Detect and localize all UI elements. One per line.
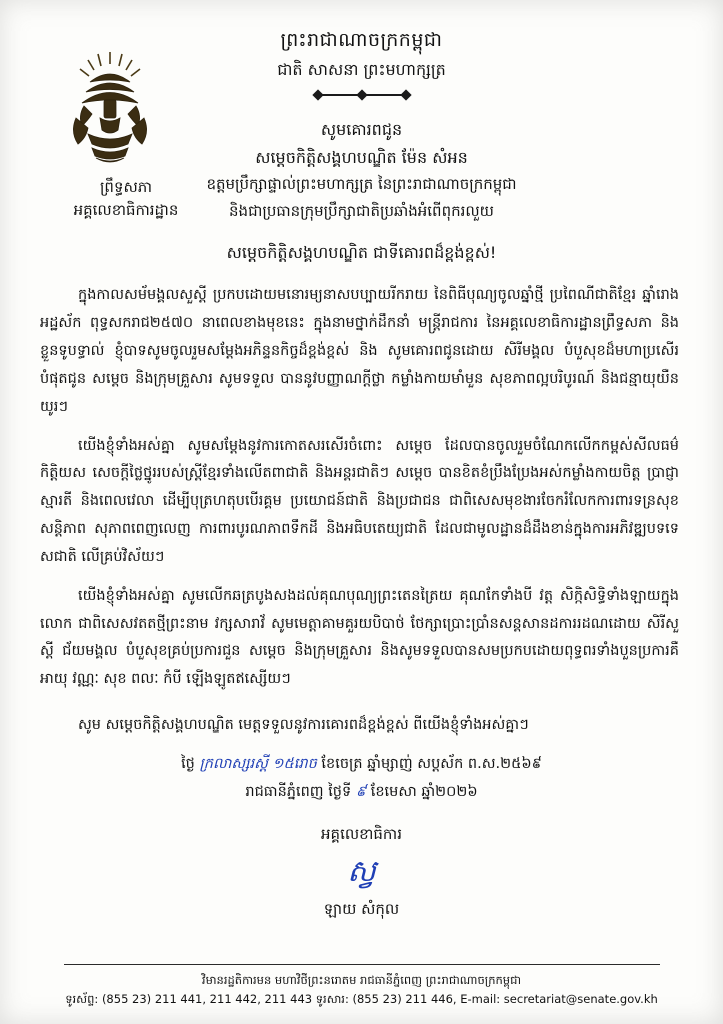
footer-address: វិមានរដ្ឋតិការមន មហាវិថីព្រះនរោតម រាជធានីភ្នំពេញ ព្រះរាជាណាចក្រកម្ពុជា [201,972,522,987]
signatory-name: ឡាយ សំកុល [323,900,400,919]
signatory-role: អគ្គលេខាធិការ [321,825,402,844]
national-motto: ជាតិ សាសនា ព្រះមហាក្សត្រ [277,59,446,79]
place-prefix: រាជធានីភ្នំពេញ ថ្ងៃទី [245,783,352,800]
date-line [0,750,723,778]
date-prefix: ថ្ងៃ [181,755,195,772]
place-date-line [0,778,723,806]
issuer-block [36,176,216,223]
addressee-name: សម្តេចកិត្តិសង្គហបណ្ឌិត ម៉ែន សំអន [255,148,468,168]
date-handwritten: ក្រលាស្សរស្តី ១៥រោច [199,755,317,772]
signature-mark: ស្វ [347,854,376,890]
place-suffix: ខែមេសា ឆ្នាំ២០២៦ [370,783,478,800]
footer-contact: ទូរស័ព្ទ: (855 23) 211 441, 211 442, 211 443 ទូរសារ: (855 23) 211 446, E-mail: secretariat@senate.gov.kh [65,992,658,1007]
addressee-role-1: ឧត្តមប្រឹក្សាផ្ទាល់ព្រះមហាក្សត្រ នៃព្រះរាជាណាចក្រកម្ពុជា [206,175,517,194]
paragraph-2: យើងខ្ញុំទាំងអស់គ្នា សូមសម្តែងនូវការកោតសរសើរចំពោះ សម្តេច ដែលបានចូលរួមចំណែកលើកកម្ពស់សីលធម៌ កិត្តិយស សេចក្តីថ្លៃថ្នូររបស់ស្ត្រីខ្មែរទាំងលើតពាជាតិ និងអន្តរជាតិៗ សម្តេច បានខិតខំប្រឹងប្រែងអស់កម្លាំងកាយចិត្ត ប្រាជ្ញាស្មារតី និងពេលវេលា ដើម្បីបុត្រហតុបបើរគ្គម ប្រយោជន៍ជាតិ និងប្រជាជន ជាពិសេសមុខងារចែករំលែកការពារទន្រសុខសន្តិភាព សុភាពពេញលេញ ការពារបូរណភាពទឹកដី និងអធិបតេយ្យជាតិ ដែលជាមូលដ្ឋានដ៏ដឹងខាន់ក្នុងការអភិវឌ្ឍបទទេសជាតិ លើគ្រប់វិស័យៗ [40,437,679,565]
footer-divider [64,964,660,965]
issuer-institution: ព្រឹទ្ធសភា [99,178,153,196]
paragraph-1: ក្នុងកាលសម័មង្គលសួស្តី ប្រកបដោយមនោរម្យនាសបប្បាយរីករាយ នៃពិធីបុណ្យចូលឆ្នាំថ្មី ប្រពៃណីជាតិខ្មែរ ឆ្នាំរោង អដ្ឋស័ក ពុទ្ធសករាជ២៥៧០ នាពេលខាងមុខនេះ ក្នុងនាមថ្នាក់ដឹកនាំ មន្ត្រីរាជការ នៃអគ្គលេខាធិការដ្ឋានព្រឹទ្ធសភា និងខ្លួនទូបទ្ធាល់ ខ្ញុំបាទសូមចូលរួមសម្តែងអភិន្ទនកិច្ចដ៏ខ្ពង់ខ្ពស់ និង សូមគោរពជូនដោយ សិរីមង្គល បំបួសុខដ៏មហាប្រសើរបំផុតជូន សម្តេច និងក្រុមគ្រួសារ សូមទទួល បាននូវបញ្ញាណក្ដីថ្លា កម្លាំងកាយមាំមួន សុខភាពល្អបរិបូរណ៍ និងជន្មាយុយឺនយូរៗ [40,287,679,415]
document-footer [0,964,723,1010]
signature-zone [0,750,723,925]
kingdom-title: ព្រះរាជាណាចក្រកម្ពុជា [280,29,443,51]
letter-body [40,282,679,694]
closing-paragraph: សូម សម្តេចកិត្តិសង្គហបណ្ឌិត មេត្តទទួលនូវការគោរពដ៏ខ្ពង់ខ្ពស់ ពីយើងខ្ញុំទាំងអស់គ្នាៗ [78,717,529,734]
issuer-department: អគ្គលេខាធិការដ្ឋាន [73,201,179,220]
day-handwritten: ៩ [355,783,367,800]
paragraph-3: យើងខ្ញុំទាំងអស់គ្នា សូមលើកឆត្របូងសងដល់គុណបុណ្យព្រះតេនត្រៃយ គុណកែទាំងបី វត្ត សិក្កិសិទ្ធិទាំងឡាយក្នុងលោក ជាពិសេសវតតថ្មីព្រះនាម វក្សសារាវ័ សូមមេត្តាគាមគួរយបិបាថ់ ថែក្សាប្រោះប្រាំនសន្តសានដការរដណដោយ សិរីសួស្តី ជ័យមង្គល បំបួសុខគ្រប់ប្រការជួន សម្តេច និងក្រុមគ្រួសារ និងសូមទទួលបានសមប្រកបដោយពុទ្ធពរទាំងបួនប្រការគឺ អាយុ វណ្ណៈ សុខ ពលៈ កំបី ឡើងឡូតឥស្សើយៗ [40,587,679,688]
header-divider-ornament [314,88,410,102]
addressee-role-2: និងជាប្រធានក្រុមប្រឹក្សាជាតិប្រឆាំងអំពើពុករលួយ [229,201,494,220]
salutation: សម្តេចកិត្តិសង្គហបណ្ឌិត ជាទីគោរពដ៏ខ្ពង់ខ្ពស់! [226,243,497,263]
document-header [0,0,723,102]
respect-line: សូមគោរពជូន [320,120,403,140]
date-suffix: ខែចេត្រ ឆ្នាំម្សាញ់ សប្តស័ក ព.ស.២៥៦៩ [321,755,542,772]
